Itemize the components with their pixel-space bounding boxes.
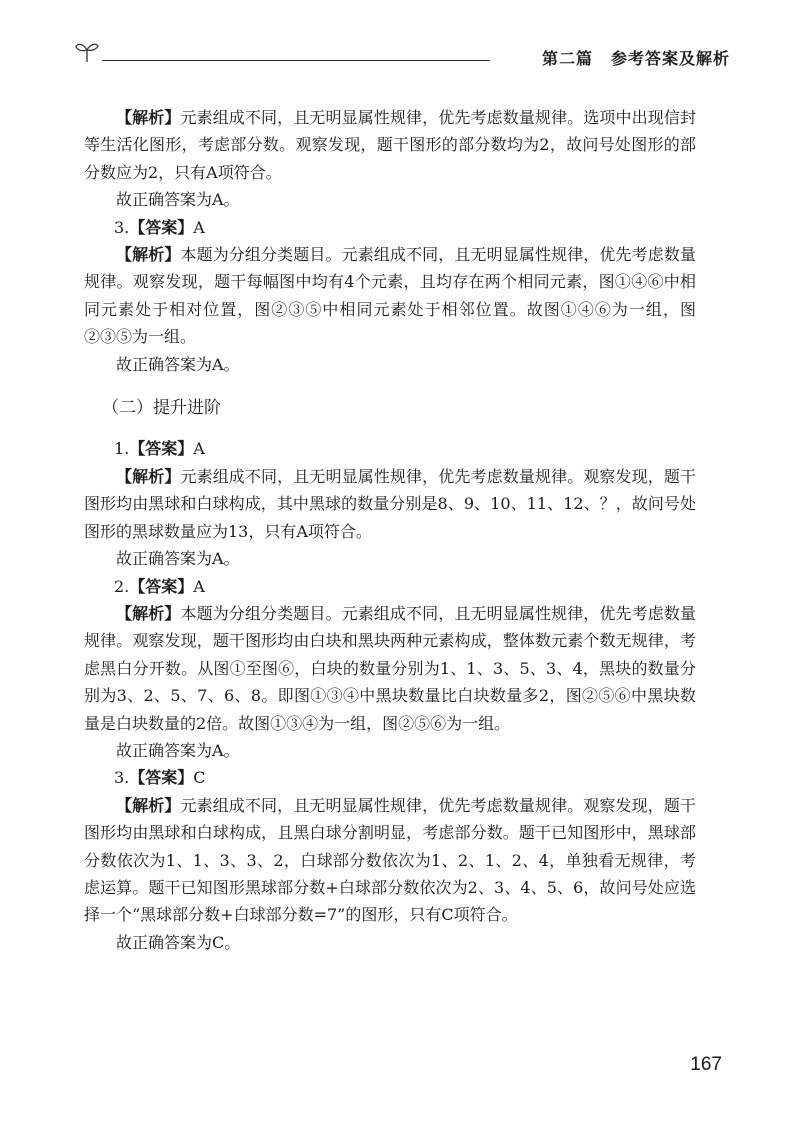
analysis-tag: 【解析】	[116, 466, 181, 486]
question-number: 3.	[114, 217, 130, 237]
analysis-paragraph	[84, 241, 696, 351]
analysis-tag: 【解析】	[116, 245, 181, 265]
analysis-text: 元素组成不同，且无明显属性规律，优先考虑数量规律。观察发现，题干图形均由黑球和白球构成，且黑白球分割明显，考虑部分数。题干已知图形中，黑球部分数依次为1、1、3、3、2，白球部分数依次为1、2、1、2、4，单独看无规律，考虑运算。题干已知图形黑球部分数+白球部分数依次为2、3、4、5、6，故问号处应选择一个“黑球部分数+白球部分数=7”的图形，只有C项符合。	[84, 795, 696, 925]
answer-line	[84, 764, 696, 791]
header-rule	[102, 60, 490, 61]
analysis-text: 元素组成不同，且无明显属性规律，优先考虑数量规律。选项中出现信封等生活化图形，考虑部分数。观察发现，题干图形的部分数均为2，故问号处图形的部分数应为2，只有A项符合。	[84, 108, 696, 182]
answer-value: A	[193, 217, 205, 237]
conclusion: 故正确答案为A。	[116, 549, 240, 569]
analysis-text: 本题为分组分类题目。元素组成不同，且无明显属性规律，优先考虑数量规律。观察发现，题干每幅图中均有4个元素，且均存在两个相同元素，图①④⑥中相同元素处于相对位置，图②③⑤中相同元素处于相邻位置。故图①④⑥为一组，图②③⑤为一组。	[84, 245, 696, 347]
question-number: 2.	[114, 576, 130, 596]
conclusion: 故正确答案为C。	[116, 932, 241, 952]
answer-tag: 【答案】	[129, 768, 194, 788]
conclusion: 故正确答案为A。	[116, 740, 240, 760]
conclusion: 故正确答案为A。	[116, 354, 240, 374]
question-number: 1.	[114, 439, 130, 459]
answer-tag: 【答案】	[129, 439, 194, 459]
analysis-paragraph	[84, 792, 696, 929]
analysis-tag: 【解析】	[116, 108, 181, 127]
answer-line	[84, 214, 696, 241]
answer-line	[84, 435, 696, 462]
header-title	[542, 46, 730, 69]
section-heading: （二）提升进阶	[102, 398, 221, 419]
answer-value: C	[193, 768, 206, 788]
analysis-tag: 【解析】	[116, 603, 181, 623]
analysis-tag: 【解析】	[116, 795, 181, 815]
analysis-paragraph	[84, 463, 696, 545]
sprout-icon	[74, 40, 100, 64]
page-content	[84, 104, 696, 956]
analysis-text: 元素组成不同，且无明显属性规律，优先考虑数量规律。观察发现，题干图形均由黑球和白球构成，其中黑球的数量分别是8、9、10、11、12、？，故问号处图形的黑球数量应为13，只有A项符合。	[84, 466, 696, 541]
page-number: 167	[690, 1054, 722, 1075]
conclusion: 故正确答案为A。	[116, 190, 240, 210]
answer-value: A	[193, 439, 205, 459]
question-number: 3.	[114, 768, 130, 788]
analysis-paragraph	[84, 600, 696, 737]
analysis-text: 本题为分组分类题目。元素组成不同，且无明显属性规律，优先考虑数量规律。观察发现，题干图形均由白块和黑块两种元素构成，整体数元素个数无规律，考虑黑白分开数。从图①至图⑥，白块的数量分别为1、1、3、5、3、4，黑块的数量分别为3、2、5、7、6、8。即图①③④中黑块数量比白块数量多2，图②⑤⑥中黑块数量是白块数量的2倍。故图①③④为一组，图②⑤⑥为一组。	[84, 603, 696, 733]
header-section-title: 参考答案及解析	[610, 49, 730, 68]
page-header	[74, 38, 730, 70]
answer-line	[84, 573, 696, 600]
header-part: 第二篇	[541, 49, 593, 68]
answer-tag: 【答案】	[129, 217, 194, 237]
answer-value: A	[193, 576, 205, 596]
analysis-paragraph	[84, 104, 696, 186]
answer-tag: 【答案】	[129, 576, 194, 596]
